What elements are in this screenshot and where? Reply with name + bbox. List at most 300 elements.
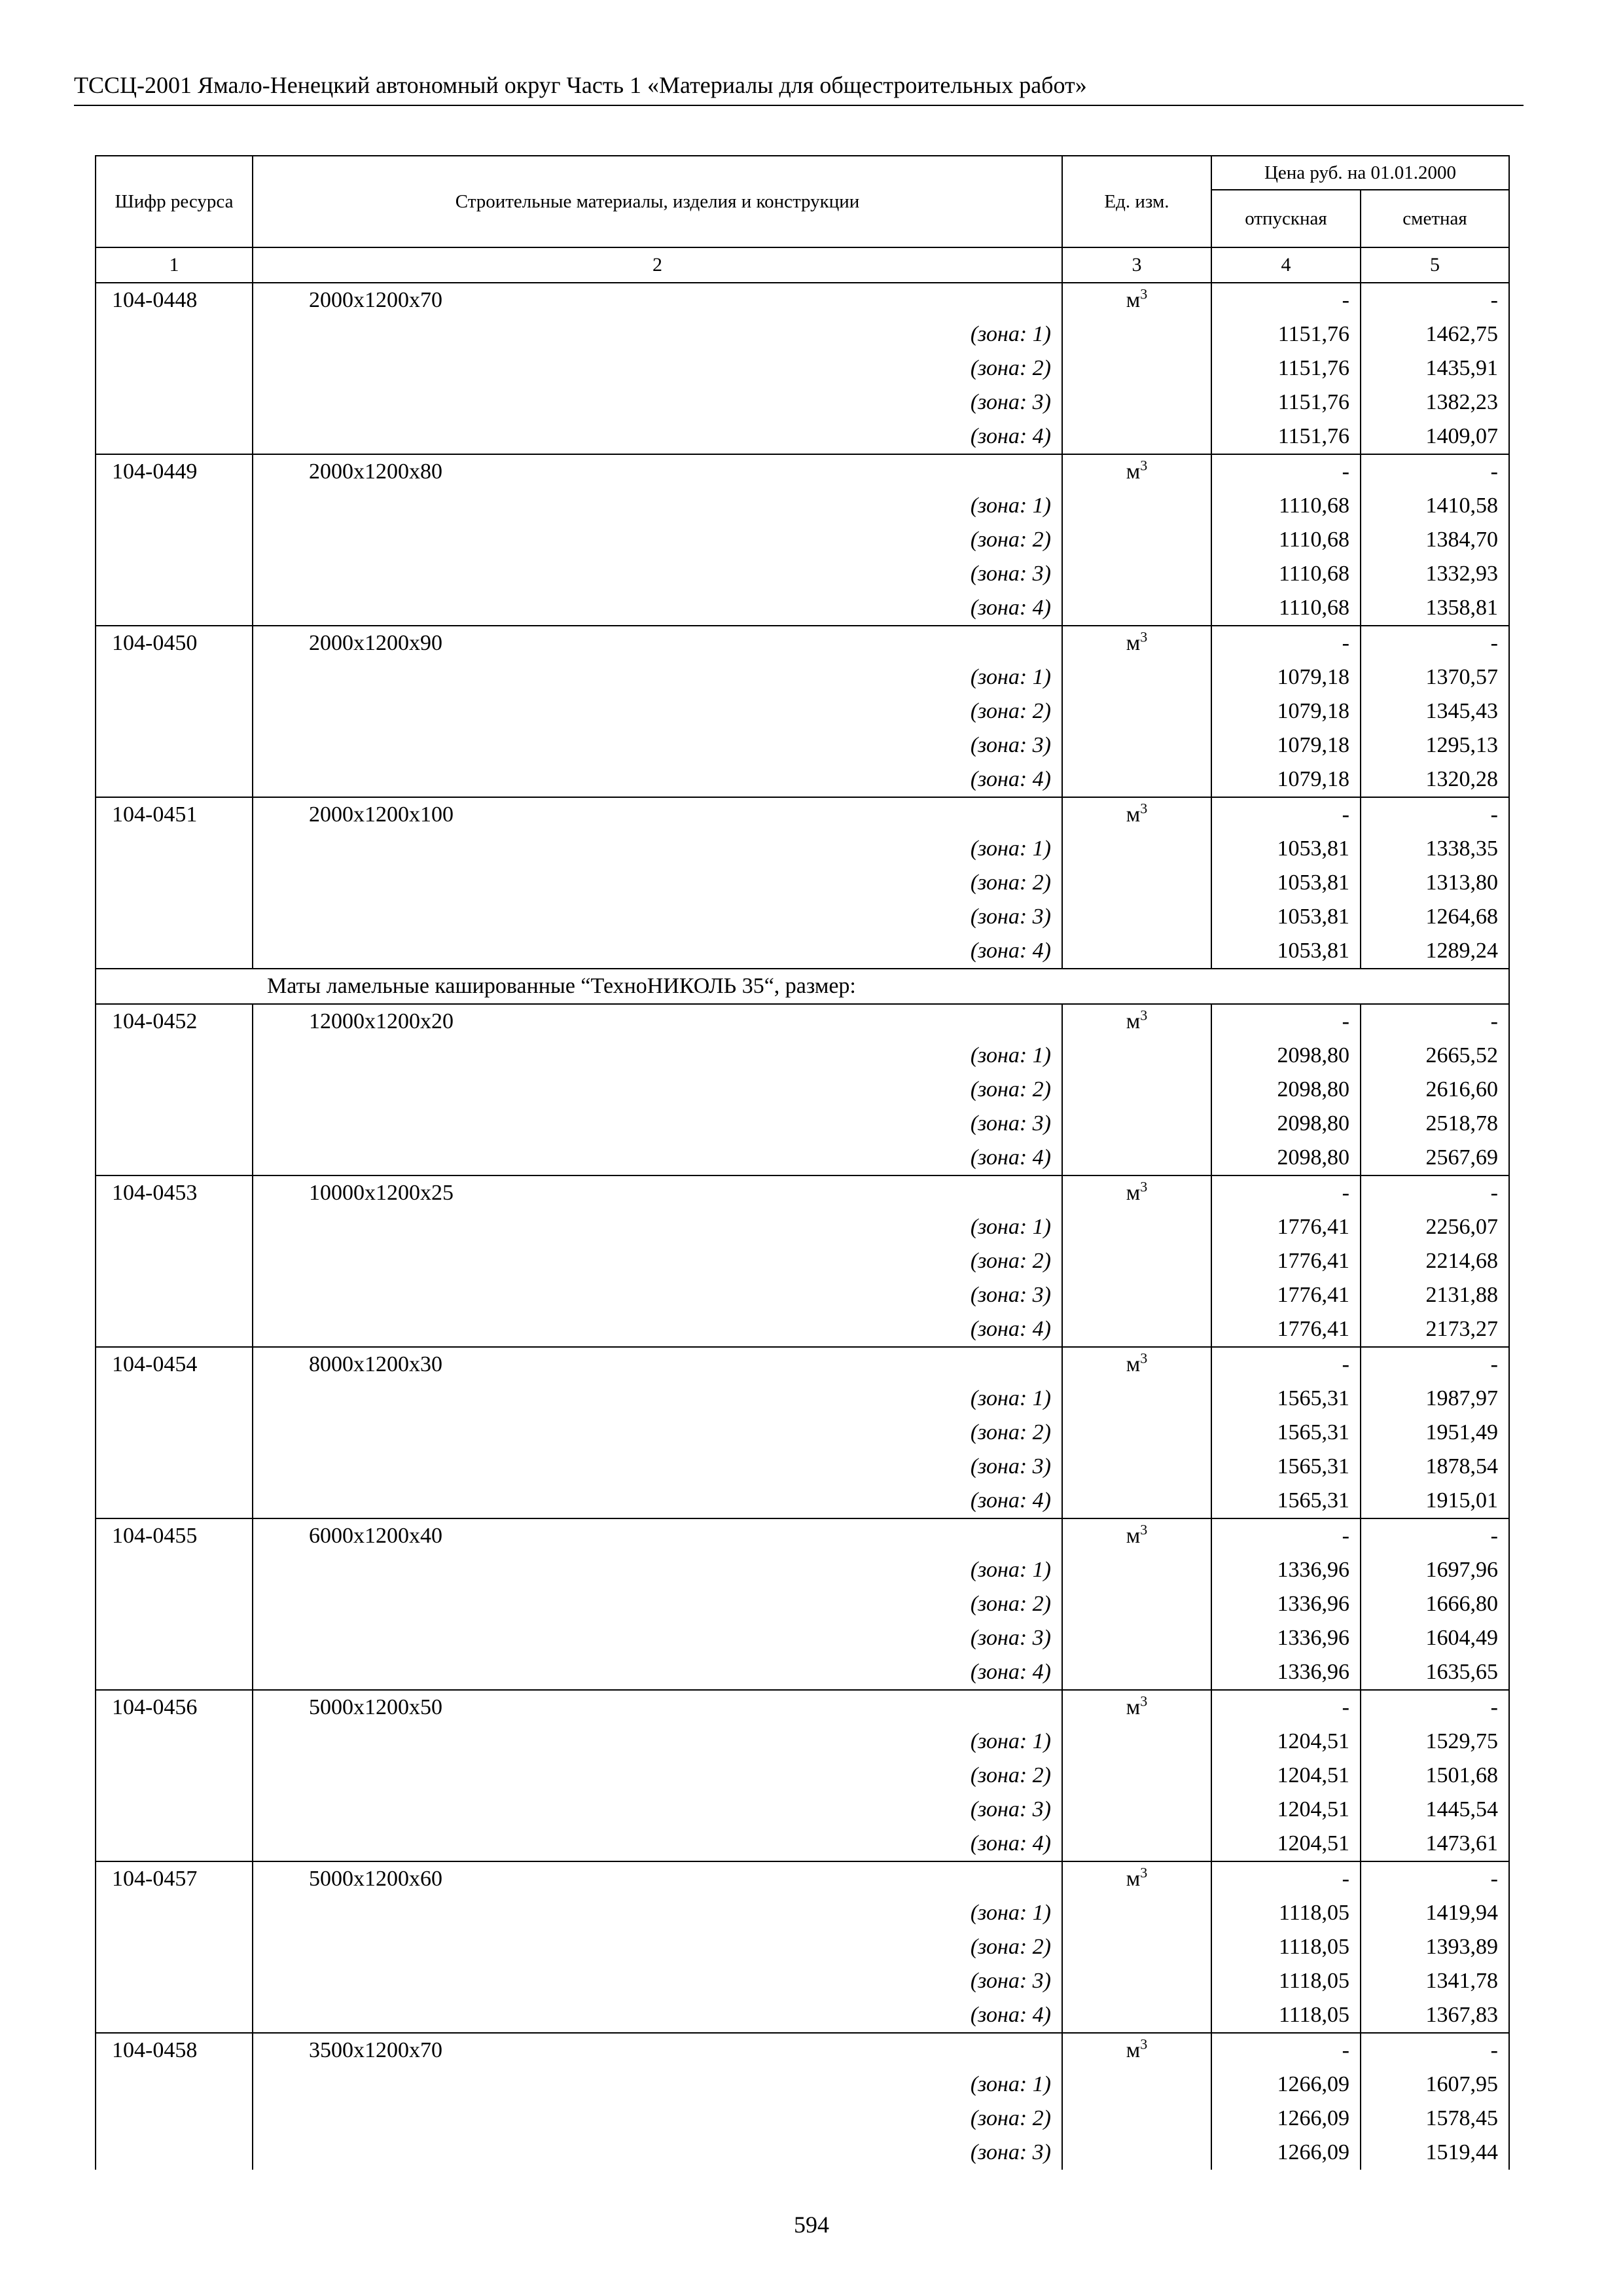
zone-row xyxy=(96,1553,1509,1587)
zone-row xyxy=(96,489,1509,523)
unit-symbol: м xyxy=(1126,1524,1141,1548)
unit-power: 3 xyxy=(1140,1521,1148,1538)
zone-row xyxy=(96,386,1509,420)
empty-cell xyxy=(96,1039,253,1073)
empty-cell xyxy=(1062,762,1211,797)
empty-cell xyxy=(96,900,253,934)
zone-label: (зона: 3) xyxy=(253,557,1062,591)
unit-cell xyxy=(1062,283,1211,317)
empty-cell xyxy=(96,1759,253,1793)
resource-row xyxy=(96,1690,1509,1725)
price-estimate: 1338,35 xyxy=(1361,832,1509,866)
empty-cell xyxy=(1062,2068,1211,2102)
zone-row xyxy=(96,1278,1509,1312)
empty-cell xyxy=(1062,1382,1211,1416)
empty-cell xyxy=(96,1587,253,1621)
price-release: - xyxy=(1211,1004,1361,1039)
empty-cell xyxy=(1062,420,1211,454)
zone-row xyxy=(96,2102,1509,2136)
zone-row xyxy=(96,1827,1509,1861)
zone-label: (зона: 3) xyxy=(253,1621,1062,1655)
zone-row xyxy=(96,1759,1509,1793)
resource-row xyxy=(96,626,1509,660)
zone-row xyxy=(96,1244,1509,1278)
price-release: 1053,81 xyxy=(1211,934,1361,969)
zone-row xyxy=(96,762,1509,797)
price-estimate: 2665,52 xyxy=(1361,1039,1509,1073)
unit-power: 3 xyxy=(1140,1693,1148,1710)
price-estimate: 2518,78 xyxy=(1361,1107,1509,1141)
resource-code: 104-0456 xyxy=(96,1690,253,1725)
unit-cell xyxy=(1062,1861,1211,1896)
price-estimate: 1519,44 xyxy=(1361,2136,1509,2170)
price-release: 1336,96 xyxy=(1211,1553,1361,1587)
empty-cell xyxy=(1062,1964,1211,1998)
price-estimate: 1697,96 xyxy=(1361,1553,1509,1587)
unit-cell xyxy=(1062,1690,1211,1725)
price-estimate: 2214,68 xyxy=(1361,1244,1509,1278)
col-number: 3 xyxy=(1062,247,1211,283)
unit-power: 3 xyxy=(1140,1178,1148,1195)
zone-label: (зона: 2) xyxy=(253,1073,1062,1107)
empty-cell xyxy=(96,523,253,557)
price-release: 1565,31 xyxy=(1211,1416,1361,1450)
zone-row xyxy=(96,866,1509,900)
price-estimate: 1987,97 xyxy=(1361,1382,1509,1416)
price-release: 1151,76 xyxy=(1211,386,1361,420)
empty-cell xyxy=(1062,1278,1211,1312)
price-estimate: 2131,88 xyxy=(1361,1278,1509,1312)
empty-cell xyxy=(1062,832,1211,866)
price-estimate: 1393,89 xyxy=(1361,1930,1509,1964)
empty-cell xyxy=(1062,1073,1211,1107)
zone-row xyxy=(96,934,1509,969)
price-release: - xyxy=(1211,454,1361,489)
zone-label: (зона: 1) xyxy=(253,1210,1062,1244)
empty-cell xyxy=(96,2068,253,2102)
zone-label: (зона: 1) xyxy=(253,317,1062,351)
empty-cell xyxy=(96,420,253,454)
zone-label: (зона: 1) xyxy=(253,489,1062,523)
price-release: 1110,68 xyxy=(1211,523,1361,557)
price-estimate: 1382,23 xyxy=(1361,386,1509,420)
price-estimate: 1529,75 xyxy=(1361,1725,1509,1759)
empty-cell xyxy=(96,1073,253,1107)
resource-code: 104-0457 xyxy=(96,1861,253,1896)
empty-cell xyxy=(96,934,253,969)
zone-row xyxy=(96,1930,1509,1964)
price-estimate: 1604,49 xyxy=(1361,1621,1509,1655)
price-release: 1204,51 xyxy=(1211,1725,1361,1759)
unit-cell xyxy=(1062,797,1211,832)
table-body xyxy=(96,283,1509,2170)
zone-row xyxy=(96,351,1509,386)
zone-row xyxy=(96,420,1509,454)
empty-cell xyxy=(1062,1827,1211,1861)
price-estimate: 1332,93 xyxy=(1361,557,1509,591)
zone-label: (зона: 1) xyxy=(253,1553,1062,1587)
zone-row xyxy=(96,1039,1509,1073)
empty-cell xyxy=(96,1964,253,1998)
zone-row xyxy=(96,832,1509,866)
empty-cell xyxy=(1062,728,1211,762)
price-estimate: - xyxy=(1361,797,1509,832)
resource-row xyxy=(96,797,1509,832)
resource-row xyxy=(96,1004,1509,1039)
empty-cell xyxy=(96,832,253,866)
zone-row xyxy=(96,660,1509,694)
unit-symbol: м xyxy=(1126,1867,1141,1891)
resource-name: 5000х1200х60 xyxy=(253,1861,1062,1896)
price-estimate: - xyxy=(1361,1004,1509,1039)
empty-cell xyxy=(96,1725,253,1759)
empty-cell xyxy=(96,1621,253,1655)
unit-cell xyxy=(1062,626,1211,660)
zone-label: (зона: 4) xyxy=(253,934,1062,969)
zone-row xyxy=(96,1312,1509,1347)
empty-cell xyxy=(1062,934,1211,969)
col-header-price-group: Цена руб. на 01.01.2000 xyxy=(1211,156,1509,190)
unit-power: 3 xyxy=(1140,2036,1148,2053)
empty-cell xyxy=(1062,1655,1211,1690)
resource-row xyxy=(96,283,1509,317)
empty-cell xyxy=(96,1827,253,1861)
resource-row xyxy=(96,1861,1509,1896)
price-estimate: 1666,80 xyxy=(1361,1587,1509,1621)
price-estimate: 1635,65 xyxy=(1361,1655,1509,1690)
empty-cell xyxy=(96,1107,253,1141)
price-release: 1565,31 xyxy=(1211,1484,1361,1518)
empty-cell xyxy=(96,762,253,797)
price-estimate: 1341,78 xyxy=(1361,1964,1509,1998)
price-release: 1565,31 xyxy=(1211,1450,1361,1484)
price-release: 1266,09 xyxy=(1211,2136,1361,2170)
col-number: 2 xyxy=(253,247,1062,283)
zone-row xyxy=(96,1793,1509,1827)
empty-cell xyxy=(1062,1759,1211,1793)
price-estimate: 2256,07 xyxy=(1361,1210,1509,1244)
empty-cell xyxy=(96,351,253,386)
empty-cell xyxy=(1062,1930,1211,1964)
price-estimate: 1264,68 xyxy=(1361,900,1509,934)
unit-symbol: м xyxy=(1126,1695,1141,1719)
resource-name: 5000х1200х50 xyxy=(253,1690,1062,1725)
empty-cell xyxy=(1062,317,1211,351)
unit-symbol: м xyxy=(1126,2038,1141,2062)
zone-label: (зона: 2) xyxy=(253,1930,1062,1964)
empty-cell xyxy=(96,866,253,900)
empty-cell xyxy=(96,969,253,1004)
resource-name: 2000х1200х100 xyxy=(253,797,1062,832)
zone-label: (зона: 3) xyxy=(253,2136,1062,2170)
resource-code: 104-0453 xyxy=(96,1175,253,1210)
unit-power: 3 xyxy=(1140,285,1148,302)
price-release: 1266,09 xyxy=(1211,2102,1361,2136)
price-estimate: 1915,01 xyxy=(1361,1484,1509,1518)
price-release: - xyxy=(1211,626,1361,660)
empty-cell xyxy=(96,1382,253,1416)
resource-name: 12000х1200х20 xyxy=(253,1004,1062,1039)
unit-symbol: м xyxy=(1126,1009,1141,1033)
empty-cell xyxy=(1062,1793,1211,1827)
zone-row xyxy=(96,1450,1509,1484)
zone-row xyxy=(96,1210,1509,1244)
price-estimate: - xyxy=(1361,1518,1509,1553)
resource-code: 104-0449 xyxy=(96,454,253,489)
zone-row xyxy=(96,2136,1509,2170)
col-number: 4 xyxy=(1211,247,1361,283)
empty-cell xyxy=(1062,1450,1211,1484)
unit-cell xyxy=(1062,1347,1211,1382)
empty-cell xyxy=(1062,557,1211,591)
zone-label: (зона: 1) xyxy=(253,1725,1062,1759)
zone-label: (зона: 3) xyxy=(253,1107,1062,1141)
empty-cell xyxy=(1062,1039,1211,1073)
empty-cell xyxy=(96,1998,253,2033)
zone-label: (зона: 1) xyxy=(253,1896,1062,1930)
empty-cell xyxy=(1062,1621,1211,1655)
resource-code: 104-0452 xyxy=(96,1004,253,1039)
zone-row xyxy=(96,1725,1509,1759)
zone-row xyxy=(96,317,1509,351)
zone-label: (зона: 1) xyxy=(253,660,1062,694)
empty-cell xyxy=(1062,351,1211,386)
zone-row xyxy=(96,1416,1509,1450)
empty-cell xyxy=(1062,591,1211,626)
empty-cell xyxy=(96,489,253,523)
zone-label: (зона: 2) xyxy=(253,351,1062,386)
unit-symbol: м xyxy=(1126,1181,1141,1205)
resource-row xyxy=(96,454,1509,489)
zone-label: (зона: 3) xyxy=(253,900,1062,934)
empty-cell xyxy=(96,386,253,420)
empty-cell xyxy=(96,1450,253,1484)
empty-cell xyxy=(96,1244,253,1278)
empty-cell xyxy=(1062,1141,1211,1175)
empty-cell xyxy=(1062,900,1211,934)
price-release: 1336,96 xyxy=(1211,1655,1361,1690)
price-release: 2098,80 xyxy=(1211,1073,1361,1107)
empty-cell xyxy=(1062,1210,1211,1244)
empty-cell xyxy=(1062,523,1211,557)
resource-code: 104-0450 xyxy=(96,626,253,660)
empty-cell xyxy=(96,2136,253,2170)
section-title: Маты ламельные кашированные “ТехноНИКОЛЬ 35“, размер: xyxy=(253,969,1509,1004)
zone-label: (зона: 2) xyxy=(253,523,1062,557)
empty-cell xyxy=(1062,1896,1211,1930)
zone-label: (зона: 4) xyxy=(253,1827,1062,1861)
empty-cell xyxy=(96,1655,253,1690)
unit-cell xyxy=(1062,1518,1211,1553)
zone-label: (зона: 4) xyxy=(253,1998,1062,2033)
price-estimate: 1473,61 xyxy=(1361,1827,1509,1861)
unit-power: 3 xyxy=(1140,1007,1148,1024)
price-release: 1776,41 xyxy=(1211,1312,1361,1347)
price-estimate: 1445,54 xyxy=(1361,1793,1509,1827)
col-header-price-estimate: сметная xyxy=(1361,190,1509,247)
price-estimate: - xyxy=(1361,1175,1509,1210)
empty-cell xyxy=(96,1484,253,1518)
price-release: 2098,80 xyxy=(1211,1039,1361,1073)
zone-label: (зона: 3) xyxy=(253,1793,1062,1827)
zone-row xyxy=(96,1587,1509,1621)
zone-row xyxy=(96,728,1509,762)
zone-label: (зона: 1) xyxy=(253,2068,1062,2102)
zone-label: (зона: 4) xyxy=(253,591,1062,626)
zone-row xyxy=(96,1964,1509,1998)
price-estimate: - xyxy=(1361,1690,1509,1725)
section-row xyxy=(96,969,1509,1004)
unit-cell xyxy=(1062,1175,1211,1210)
price-estimate: 1878,54 xyxy=(1361,1450,1509,1484)
resource-name: 8000х1200х30 xyxy=(253,1347,1062,1382)
col-header-unit: Ед. изм. xyxy=(1062,156,1211,247)
price-estimate: 1462,75 xyxy=(1361,317,1509,351)
price-estimate: 1578,45 xyxy=(1361,2102,1509,2136)
resource-row xyxy=(96,1347,1509,1382)
price-release: 2098,80 xyxy=(1211,1107,1361,1141)
price-estimate: 1384,70 xyxy=(1361,523,1509,557)
price-release: 1204,51 xyxy=(1211,1759,1361,1793)
price-release: 1079,18 xyxy=(1211,728,1361,762)
empty-cell xyxy=(1062,386,1211,420)
resource-code: 104-0454 xyxy=(96,1347,253,1382)
price-release: 1204,51 xyxy=(1211,1827,1361,1861)
empty-cell xyxy=(96,660,253,694)
empty-cell xyxy=(1062,694,1211,728)
unit-symbol: м xyxy=(1126,288,1141,312)
resource-code: 104-0448 xyxy=(96,283,253,317)
price-release: 1151,76 xyxy=(1211,420,1361,454)
price-estimate: 1410,58 xyxy=(1361,489,1509,523)
page-header: ТССЦ-2001 Ямало-Ненецкий автономный округ Часть 1 «Материалы для общестроительных работ» xyxy=(74,72,1087,98)
price-release: 1053,81 xyxy=(1211,832,1361,866)
empty-cell xyxy=(96,694,253,728)
empty-cell xyxy=(1062,1484,1211,1518)
zone-label: (зона: 3) xyxy=(253,386,1062,420)
resource-code: 104-0455 xyxy=(96,1518,253,1553)
resource-code: 104-0451 xyxy=(96,797,253,832)
zone-label: (зона: 2) xyxy=(253,1416,1062,1450)
price-estimate: - xyxy=(1361,2033,1509,2068)
empty-cell xyxy=(1062,1553,1211,1587)
zone-label: (зона: 3) xyxy=(253,1278,1062,1312)
price-release: - xyxy=(1211,1175,1361,1210)
price-release: 1118,05 xyxy=(1211,1964,1361,1998)
price-release: 1110,68 xyxy=(1211,557,1361,591)
empty-cell xyxy=(96,1210,253,1244)
col-number: 5 xyxy=(1361,247,1509,283)
zone-label: (зона: 1) xyxy=(253,832,1062,866)
zone-label: (зона: 3) xyxy=(253,1450,1062,1484)
resource-row xyxy=(96,1518,1509,1553)
zone-label: (зона: 2) xyxy=(253,866,1062,900)
empty-cell xyxy=(1062,1725,1211,1759)
zone-row xyxy=(96,1896,1509,1930)
unit-power: 3 xyxy=(1140,1864,1148,1881)
zone-row xyxy=(96,1621,1509,1655)
price-estimate: 1320,28 xyxy=(1361,762,1509,797)
unit-power: 3 xyxy=(1140,1350,1148,1367)
zone-label: (зона: 3) xyxy=(253,1964,1062,1998)
price-release: 1776,41 xyxy=(1211,1278,1361,1312)
price-release: - xyxy=(1211,1347,1361,1382)
empty-cell xyxy=(1062,1416,1211,1450)
empty-cell xyxy=(1062,2136,1211,2170)
empty-cell xyxy=(96,1896,253,1930)
resource-name: 2000х1200х70 xyxy=(253,283,1062,317)
price-release: 1776,41 xyxy=(1211,1244,1361,1278)
price-estimate: 2173,27 xyxy=(1361,1312,1509,1347)
price-release: - xyxy=(1211,1690,1361,1725)
zone-row xyxy=(96,2068,1509,2102)
zone-label: (зона: 2) xyxy=(253,1759,1062,1793)
col-header-code: Шифр ресурса xyxy=(96,156,253,247)
unit-power: 3 xyxy=(1140,457,1148,474)
zone-row xyxy=(96,1382,1509,1416)
empty-cell xyxy=(1062,489,1211,523)
header-rule xyxy=(74,105,1524,106)
price-release: 1266,09 xyxy=(1211,2068,1361,2102)
zone-row xyxy=(96,591,1509,626)
price-release: 1110,68 xyxy=(1211,489,1361,523)
empty-cell xyxy=(96,317,253,351)
unit-symbol: м xyxy=(1126,1352,1141,1376)
resource-name: 2000х1200х80 xyxy=(253,454,1062,489)
price-estimate: 1501,68 xyxy=(1361,1759,1509,1793)
empty-cell xyxy=(1062,1312,1211,1347)
resource-row xyxy=(96,1175,1509,1210)
price-estimate: 1367,83 xyxy=(1361,1998,1509,2033)
col-number: 1 xyxy=(96,247,253,283)
resource-price-table xyxy=(95,155,1510,2170)
unit-cell xyxy=(1062,2033,1211,2068)
zone-label: (зона: 2) xyxy=(253,694,1062,728)
price-release: 2098,80 xyxy=(1211,1141,1361,1175)
zone-label: (зона: 2) xyxy=(253,2102,1062,2136)
zone-row xyxy=(96,1655,1509,1690)
price-estimate: - xyxy=(1361,283,1509,317)
empty-cell xyxy=(96,728,253,762)
empty-cell xyxy=(96,1930,253,1964)
price-release: 1110,68 xyxy=(1211,591,1361,626)
resource-name: 3500х1200х70 xyxy=(253,2033,1062,2068)
price-release: 1336,96 xyxy=(1211,1621,1361,1655)
empty-cell xyxy=(96,1416,253,1450)
zone-label: (зона: 2) xyxy=(253,1587,1062,1621)
empty-cell xyxy=(1062,1244,1211,1278)
unit-symbol: м xyxy=(1126,459,1141,484)
price-release: - xyxy=(1211,1518,1361,1553)
zone-label: (зона: 4) xyxy=(253,420,1062,454)
price-release: - xyxy=(1211,2033,1361,2068)
price-release: 1118,05 xyxy=(1211,1930,1361,1964)
resource-name: 2000х1200х90 xyxy=(253,626,1062,660)
price-estimate: 1313,80 xyxy=(1361,866,1509,900)
empty-cell xyxy=(1062,1107,1211,1141)
zone-label: (зона: 2) xyxy=(253,1244,1062,1278)
price-release: 1053,81 xyxy=(1211,900,1361,934)
empty-cell xyxy=(1062,660,1211,694)
price-estimate: 1435,91 xyxy=(1361,351,1509,386)
empty-cell xyxy=(96,1553,253,1587)
empty-cell xyxy=(96,1312,253,1347)
empty-cell xyxy=(1062,1587,1211,1621)
price-estimate: 2616,60 xyxy=(1361,1073,1509,1107)
empty-cell xyxy=(96,557,253,591)
empty-cell xyxy=(96,1278,253,1312)
price-release: 1565,31 xyxy=(1211,1382,1361,1416)
